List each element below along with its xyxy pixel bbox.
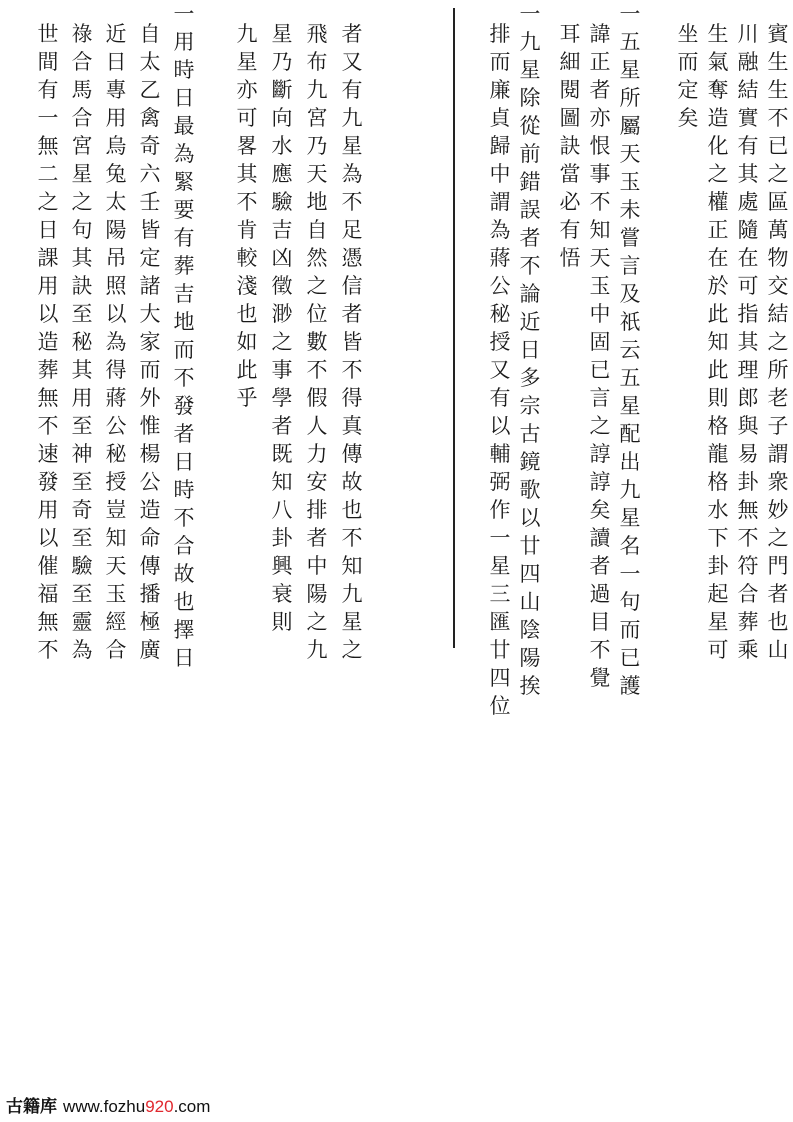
site-url xyxy=(63,1097,210,1116)
text-column-right-1: 賓生生不已之區萬物交結之所老子謂衆妙之門者也山 xyxy=(767,22,789,662)
text-column-left-9: 世間有一無二之日課用以造葬無不速發用以催福無不 xyxy=(37,22,59,662)
text-column-left-1: 者又有九星為不足憑信者皆不得真傳故也不知九星之 xyxy=(341,22,363,662)
text-column-right-7: 耳細閱圖訣當必有悟 xyxy=(559,22,581,270)
text-column-left-6: 自太乙禽奇六壬皆定諸大家而外惟楊公造命傳播極廣 xyxy=(139,22,161,662)
text-column-right-9: 排而廉貞歸中謂為蔣公秘授又有以輔弼作一星三匯廿四位 xyxy=(489,22,511,718)
text-column-left-2: 飛布九宮乃天地自然之位數不假人力安排者中陽之九 xyxy=(306,22,328,662)
text-column-right-5: 一五星所屬天玉未嘗言及祇云五星配出九星名一句而已護 xyxy=(619,2,641,698)
page-fold-line xyxy=(453,8,455,648)
text-column-right-2: 川融結實有其處隨在可指其理郎與易卦無不符合葬乘 xyxy=(737,22,759,662)
text-column-left-8: 祿合馬合宮星之句其訣至秘其用至神至奇至驗至靈為 xyxy=(71,22,93,662)
text-column-right-6: 諱正者亦恨事不知天玉中固已言之諄諄矣讀者過目不覺 xyxy=(589,22,611,690)
site-url-number: 920 xyxy=(145,1097,174,1116)
text-column-left-7: 近日專用烏兔太陽吊照以為得蔣公秘授豈知天玉經合 xyxy=(105,22,127,662)
site-brand-text: 古籍库 xyxy=(6,1097,57,1116)
site-watermark xyxy=(6,1092,210,1114)
text-column-left-5: 一用時日最為緊要有葬吉地而不發者日時不合故也擇日 xyxy=(173,2,195,670)
text-column-left-3: 星乃斷向水應驗吉凶徵渺之事學者既知八卦興衰則 xyxy=(271,22,293,634)
text-column-right-4: 坐而定矣 xyxy=(677,22,699,130)
text-column-left-4: 九星亦可畧其不肯較淺也如此乎 xyxy=(236,22,258,410)
text-column-right-8: 一九星除從前錯誤者不論近日多宗古鏡歌以廿四山陰陽挨 xyxy=(519,2,541,698)
text-column-right-3: 生氣奪造化之權正在於此知此則格龍格水下卦起星可 xyxy=(707,22,729,662)
site-url-suffix: .com xyxy=(173,1097,211,1116)
site-url-prefix: www.fozhu xyxy=(63,1097,146,1116)
